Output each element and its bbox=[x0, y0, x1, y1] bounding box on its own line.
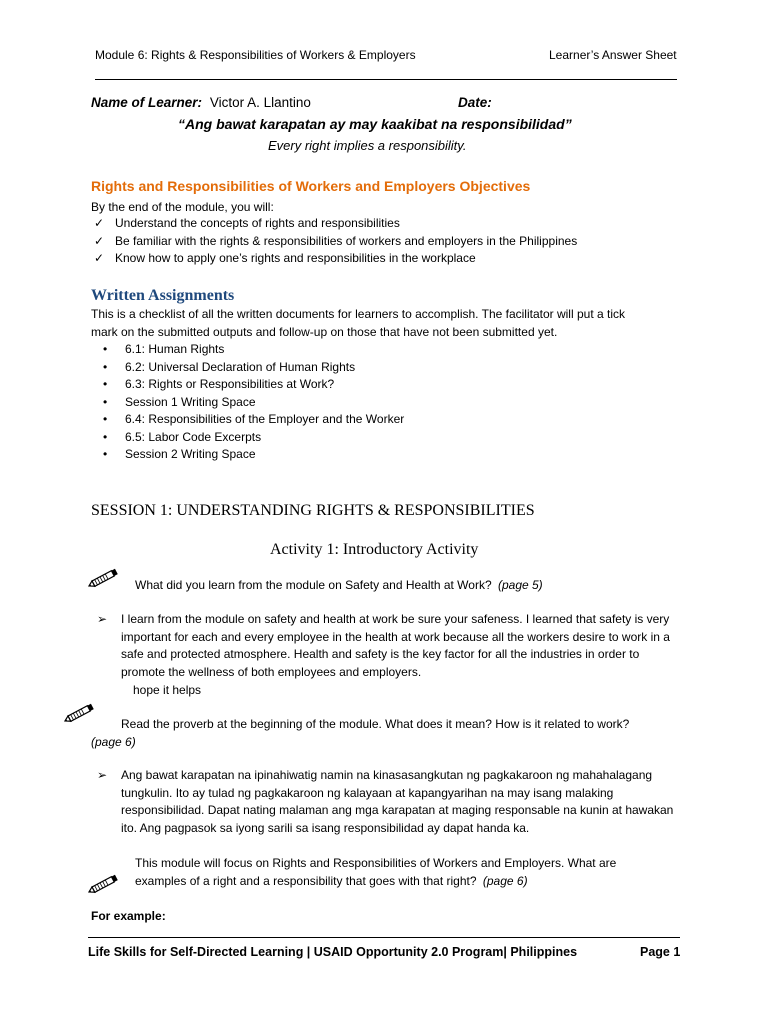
page-number: Page 1 bbox=[640, 945, 681, 959]
written-assignments-intro-2: mark on the submitted outputs and follow-up on those that have not been submitted yet. bbox=[91, 325, 558, 339]
question-2-text: Read the proverb at the beginning of the module. What does it mean? How is it related to work? bbox=[121, 717, 630, 731]
assignment-item: • 6.1: Human Rights bbox=[103, 342, 225, 356]
answer-arrow-icon: ➢ bbox=[97, 768, 108, 782]
objective-item: ✓ Be familiar with the rights & responsibilities of workers and employers in the Philippines bbox=[115, 233, 577, 251]
pencil-icon bbox=[62, 701, 98, 725]
objectives-list bbox=[94, 215, 578, 268]
answer-arrow-icon: ➢ bbox=[97, 612, 108, 626]
check-mark: ✓ bbox=[94, 216, 105, 230]
header-module-title: Module 6: Rights & Responsibilities of Workers & Employers bbox=[95, 48, 416, 62]
question-1 bbox=[135, 576, 543, 594]
date-field bbox=[458, 95, 492, 110]
learner-name-value: Victor A. Llantino bbox=[209, 95, 311, 110]
header-sheet-title: Learner’s Answer Sheet bbox=[549, 48, 677, 62]
check-mark: ✓ bbox=[94, 233, 105, 248]
assignment-item: • 6.5: Labor Code Excerpts bbox=[103, 429, 262, 444]
objectives-intro: By the end of the module, you will: bbox=[91, 200, 274, 214]
assignment-item: • Session 1 Writing Space bbox=[103, 394, 256, 409]
session-title: SESSION 1: UNDERSTANDING RIGHTS & RESPONSIBILITIES bbox=[91, 502, 535, 519]
objective-item: ✓ Know how to apply one’s rights and responsibilities in the workplace bbox=[115, 250, 577, 268]
pencil-icon bbox=[86, 566, 122, 590]
proverb-translation: Every right implies a responsibility. bbox=[268, 138, 467, 153]
activity-title: Activity 1: Introductory Activity bbox=[270, 541, 479, 558]
check-mark: ✓ bbox=[94, 251, 105, 265]
objectives-heading: Rights and Responsibilities of Workers and Employers Objectives bbox=[91, 178, 531, 194]
footer-divider bbox=[88, 937, 680, 938]
assignment-item: • 6.3: Rights or Responsibilities at Work? bbox=[103, 377, 335, 391]
written-assignments-intro-1: This is a checklist of all the written documents for learners to accomplish. The facilitator will put a tick bbox=[91, 307, 625, 321]
answer-2-text: Ang bawat karapatan na ipinahiwatig namin na kinasasangkutan ng pagkakaroon ng mahahalagang tungkulin. Ito ay tulad ng pagkakaroon ng kalayaan at kapangyarihan na may isang malaking responsibilidad. Dapat nating malaman ang mga karapatan at maging responsable na kunin at hawakan ito. Ang pagpasok sa iyong sarili sa isang responsibilidad ay dapat handa ka. bbox=[121, 768, 674, 835]
question-3-line-2: examples of a right and a responsibility that goes with that right? (page 6) bbox=[135, 874, 528, 888]
answer-1-text: I learn from the module on safety and health at work be sure your safeness. I learned that safety is very important for each and every employee in the health at work because all the workers desire to work in a safe and protected atmosphere. Health and safety is the key factor for all the industries in order to promote the wellness of both employees and employers. bbox=[121, 612, 670, 679]
for-example-label: For example: bbox=[91, 909, 166, 923]
proverb-quote: “Ang bawat karapatan ay may kaakibat na responsibilidad” bbox=[178, 116, 572, 132]
question-1-ref: (page 5) bbox=[497, 578, 543, 592]
learner-name-row bbox=[91, 95, 311, 110]
written-assignments-heading: Written Assignments bbox=[91, 287, 235, 304]
assignment-item: • Session 2 Writing Space bbox=[103, 447, 256, 461]
footer-program: Life Skills for Self-Directed Learning | USAID Opportunity 2.0 Program| Philippines bbox=[88, 945, 578, 959]
question-3-line-1: This module will focus on Rights and Responsibilities of Workers and Employers. What are bbox=[135, 856, 617, 870]
objective-item: ✓ Understand the concepts of rights and responsibilities bbox=[115, 215, 577, 233]
question-1-text: What did you learn from the module on Safety and Health at Work? bbox=[135, 578, 492, 592]
answer-1-extra: hope it helps bbox=[133, 683, 202, 697]
pencil-icon bbox=[86, 872, 122, 896]
question-3-ref: (page 6) bbox=[482, 874, 528, 888]
written-assignments-list bbox=[103, 341, 405, 464]
learner-name-label: Name of Learner: bbox=[91, 95, 203, 110]
header-divider bbox=[95, 79, 677, 80]
question-2-ref: (page 6) bbox=[91, 735, 136, 749]
assignment-item: • 6.4: Responsibilities of the Employer and the Worker bbox=[103, 412, 405, 426]
assignment-item: • 6.2: Universal Declaration of Human Rights bbox=[103, 359, 356, 374]
date-label: Date: bbox=[458, 95, 492, 110]
